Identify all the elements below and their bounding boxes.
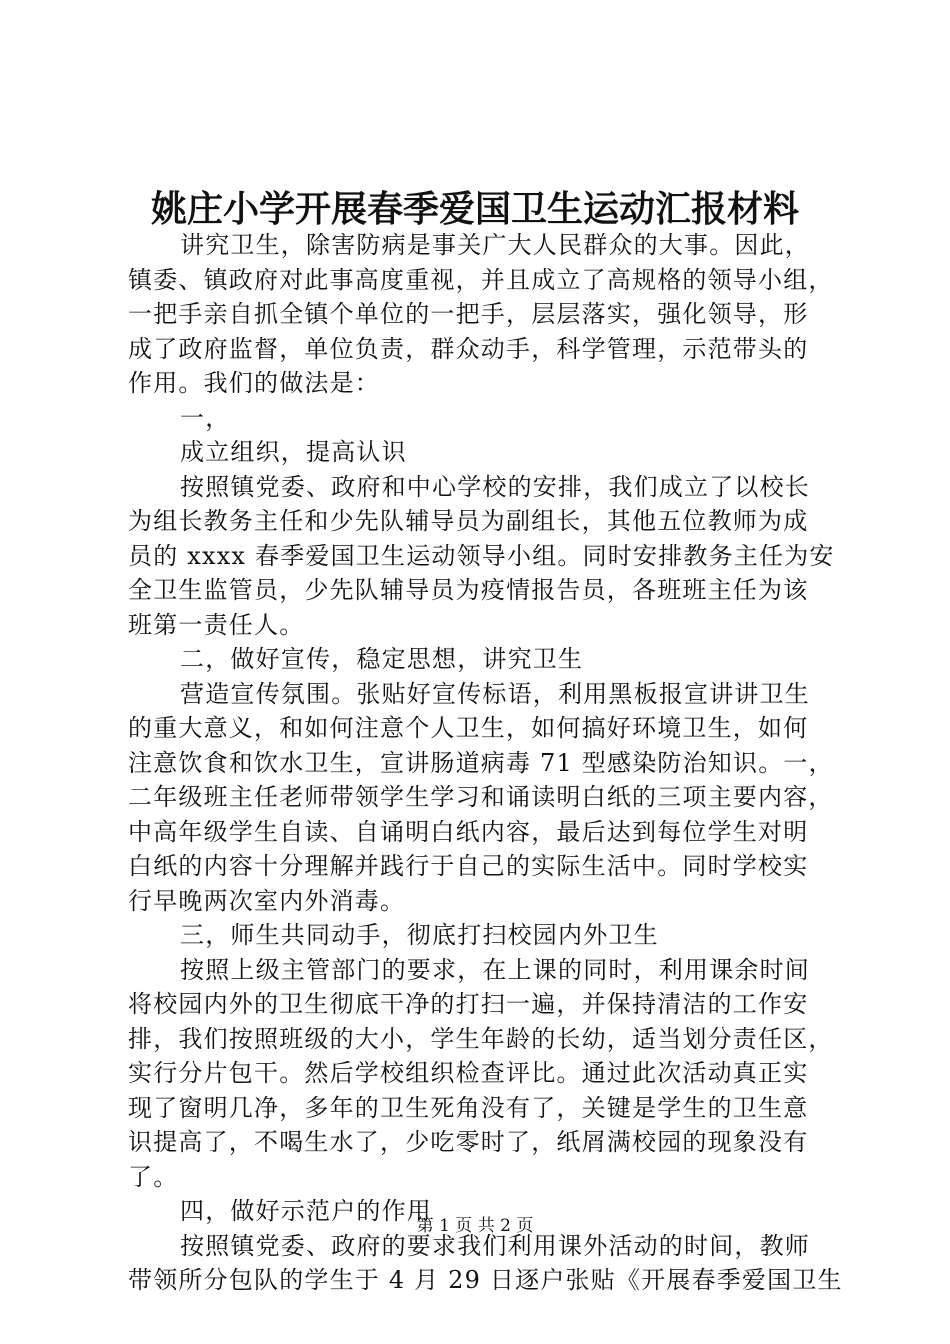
paragraph-line: 员的 xxxx 春季爱国卫生运动领导小组。同时安排教务主任为安 bbox=[128, 541, 835, 570]
document-body bbox=[128, 228, 843, 1298]
paragraph-line: 成立组织，提高认识 bbox=[180, 438, 407, 466]
paragraph-line: 注意饮食和饮水卫生，宣讲肠道病毒 71 型感染防治知识。一， bbox=[128, 748, 834, 777]
paragraph-line: 讲究卫生，除害防病是事关广大人民群众的大事。因此， bbox=[180, 231, 810, 259]
page-number-footer: 第 1 页 共 2 页 bbox=[416, 1216, 534, 1236]
paragraph-line: 白纸的内容十分理解并践行于自己的实际生活中。同时学校实 bbox=[128, 852, 809, 880]
paragraph-line: 一， bbox=[180, 403, 231, 432]
paragraph-line: 行早晚两次室内外消毒。 bbox=[128, 886, 406, 915]
paragraph-line: 中高年级学生自读、自诵明白纸内容，最后达到每位学生对明 bbox=[128, 817, 809, 846]
paragraph-line: 营造宣传氛围。张贴好宣传标语，利用黑板报宣讲讲卫生 bbox=[180, 679, 810, 708]
paragraph-line: 按照镇党委、政府和中心学校的安排，我们成立了以校长 bbox=[180, 472, 810, 501]
paragraph-line: 带领所分包队的学生于 4 月 29 日逐户张贴《开展春季爱国卫生 bbox=[128, 1266, 843, 1294]
paragraph-line: 二年级班主任老师带领学生学习和诵读明白纸的三项主要内容， bbox=[128, 783, 834, 811]
paragraph-line: 按照上级主管部门的要求，在上课的同时，利用课余时间 bbox=[180, 955, 810, 984]
paragraph-line: 为组长教务主任和少先队辅导员为副组长，其他五位教师为成 bbox=[128, 507, 809, 535]
paragraph-line: 班第一责任人。 bbox=[128, 610, 305, 639]
paragraph-line: 排，我们按照班级的大小，学生年龄的长幼，适当划分责任区， bbox=[128, 1024, 834, 1053]
paragraph-line: 将校园内外的卫生彻底干净的打扫一遍，并保持清洁的工作安 bbox=[128, 990, 809, 1018]
paragraph-line: 一把手亲自抓全镇个单位的一把手，层层落实，强化领导，形 bbox=[128, 300, 809, 328]
paragraph-line: 三，师生共同动手，彻底打扫校园内外卫生 bbox=[180, 921, 659, 949]
paragraph-line: 全卫生监管员，少先队辅导员为疫情报告员，各班班主任为该 bbox=[128, 576, 809, 604]
paragraph-line: 识提高了，不喝生水了，少吃零时了，纸屑满校园的现象没有 bbox=[128, 1128, 809, 1156]
paragraph-line: 作用。我们的做法是： bbox=[128, 369, 380, 397]
paragraph-line: 现了窗明几净，多年的卫生死角没有了，关键是学生的卫生意 bbox=[128, 1093, 809, 1122]
paragraph-line: 二，做好宣传，稳定思想，讲究卫生 bbox=[180, 645, 584, 673]
paragraph-line: 按照镇党委、政府的要求我们利用课外活动的时间，教师 bbox=[180, 1231, 810, 1260]
document-title: 姚庄小学开展春季爱国卫生运动汇报材料 bbox=[150, 188, 799, 230]
paragraph-line: 四，做好示范户的作用 bbox=[180, 1197, 432, 1225]
paragraph-line: 实行分片包干。然后学校组织检查评比。通过此次活动真正实 bbox=[128, 1059, 809, 1087]
paragraph-line: 成了政府监督，单位负责，群众动手，科学管理，示范带头的 bbox=[128, 334, 809, 363]
paragraph-line: 镇委、镇政府对此事高度重视，并且成立了高规格的领导小组， bbox=[128, 265, 834, 294]
paragraph-line: 了。 bbox=[128, 1162, 179, 1191]
paragraph-line: 的重大意义，和如何注意个人卫生，如何搞好环境卫生，如何 bbox=[128, 714, 809, 742]
